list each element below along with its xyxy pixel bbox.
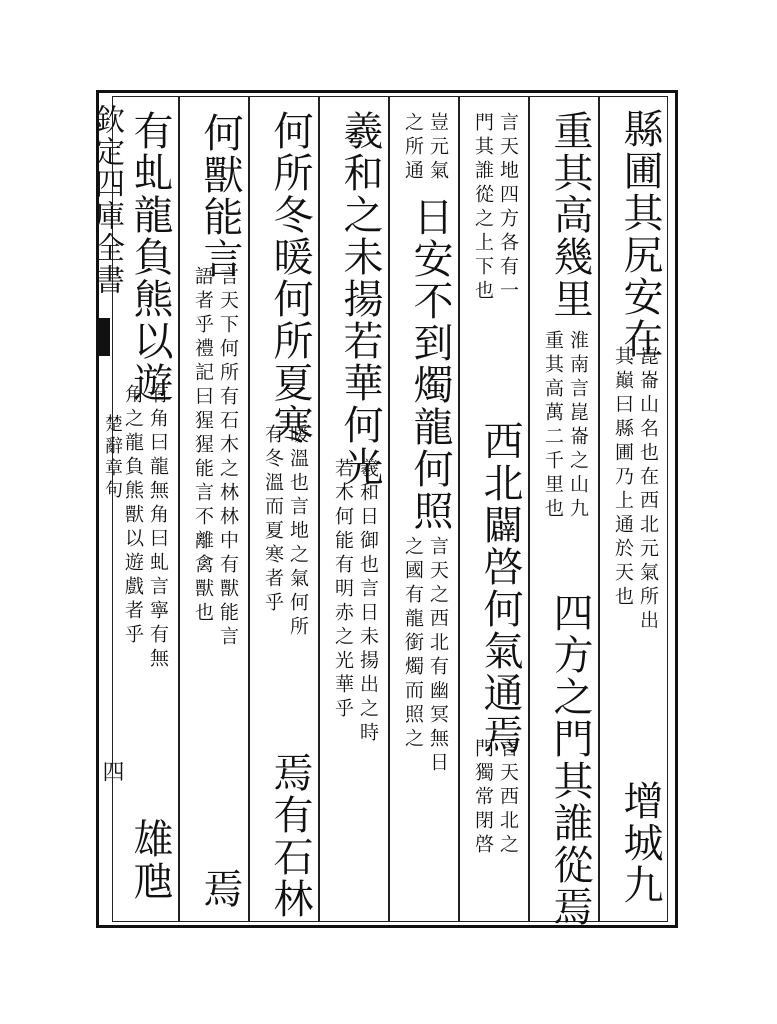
commentary-left: 門其誰從之上下也 <box>472 112 494 304</box>
commentary-right: 羲和日御也言日未揚出之時 <box>357 458 379 746</box>
fishtail-mark <box>96 318 110 356</box>
main-text-column: 重其高幾里 <box>547 110 593 320</box>
main-text-column: 西北闢啓何氣通焉 <box>477 420 523 756</box>
main-text-column: 四方之門其誰從焉 <box>547 592 593 928</box>
main-text-column: 雄虺 <box>127 818 173 902</box>
commentary-left: 角之龍負熊獸以遊戲者乎 <box>122 384 144 648</box>
commentary-right: 有角曰龍無角曰虬言寧有無 <box>147 384 169 672</box>
main-text-column: 何所冬暖何所夏寒 <box>267 110 313 446</box>
commentary-left: 重其高萬二千里也 <box>542 330 564 522</box>
main-text-column: 日安不到燭龍何照 <box>407 196 453 532</box>
commentary-right: 暖溫也言地之氣何所 <box>287 424 309 640</box>
commentary-left: 語者乎禮記曰猩猩能言不離禽獸也 <box>192 266 214 626</box>
commentary-left: 之所通 <box>402 112 424 184</box>
commentary-left: 有冬溫而夏寒者乎 <box>262 424 284 616</box>
main-text-column: 增城九 <box>617 780 663 906</box>
main-text-column: 焉 <box>197 868 243 910</box>
commentary-left: 若木何能有明赤之光華乎 <box>332 458 354 722</box>
commentary-right: 淮南言崑崙之山九 <box>567 330 589 522</box>
page-number: 四 <box>99 760 124 782</box>
main-text-column: 羲和之未揚若華何光 <box>337 110 383 488</box>
commentary-right: 言天西北之 <box>497 738 519 858</box>
main-text-column: 縣圃其尻安在 <box>617 108 663 360</box>
commentary-right: 言天下何所有石木之林林中有獸能言 <box>217 266 239 650</box>
main-text-column: 焉有石林 <box>267 752 313 920</box>
book-title: 欽定四庫全書 <box>89 104 124 296</box>
commentary-right: 豈元氣 <box>427 112 449 184</box>
commentary-left: 其巔曰縣圃乃上通於天也 <box>612 346 634 610</box>
chapter-title: 楚辭章句 <box>102 414 123 502</box>
commentary-right: 崑崙山名也在西北元氣所出 <box>637 346 659 634</box>
main-text-column: 何獸能言 <box>197 112 243 280</box>
commentary-right: 言天地四方各有一 <box>497 112 519 304</box>
commentary-right: 言天之西北有幽冥無日 <box>427 536 449 776</box>
commentary-left: 之國有龍銜燭而照之 <box>402 536 424 752</box>
main-text-column: 有虬龍負熊以遊 <box>127 110 173 404</box>
commentary-left: 門獨常閉啓 <box>472 738 494 858</box>
